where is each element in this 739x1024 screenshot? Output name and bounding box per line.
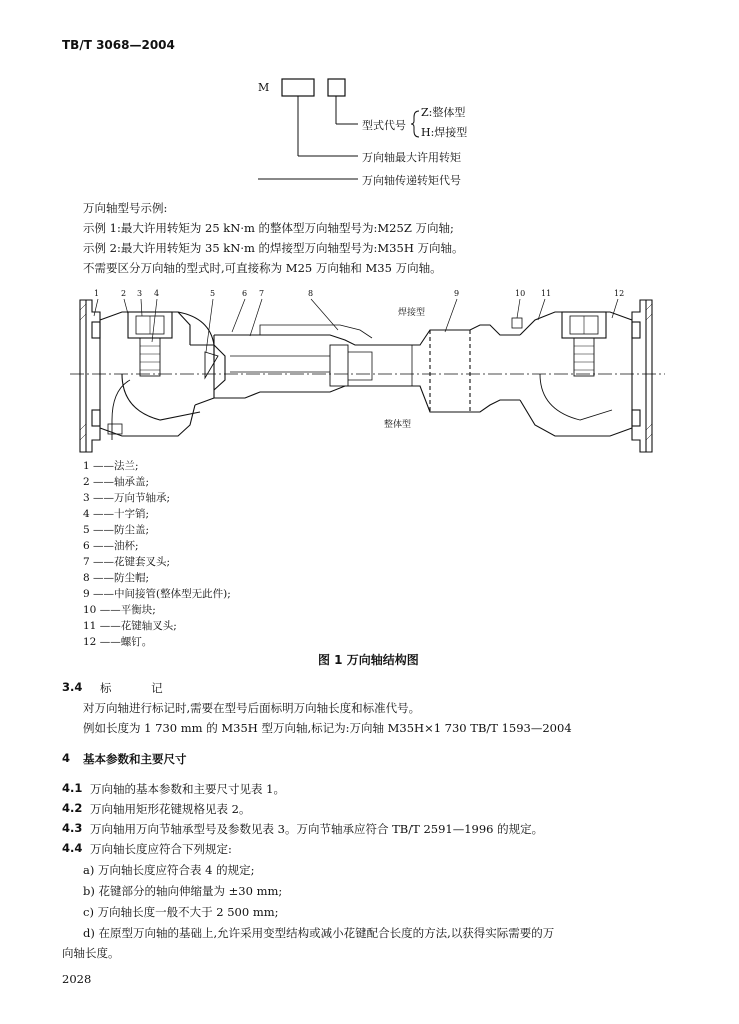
item-number: 4.1 [62, 781, 83, 795]
examples-heading: 万向轴型号示例: [83, 201, 168, 215]
legend-item: 4 ——十字销; [83, 508, 150, 520]
section-3-4-para-2: 例如长度为 1 730 mm 的 M35H 型万向轴,标记为:万向轴 M35H×1 730 TB/T 1593—2004 [83, 721, 572, 735]
callout-3: 3 [137, 289, 143, 298]
standard-code-header: TB/T 3068—2004 [62, 38, 175, 52]
callout-6: 6 [242, 289, 248, 298]
item-number: 4.4 [62, 841, 83, 855]
transmit-torque-label: 万向轴传递转矩代号 [362, 174, 461, 187]
item-text: 万向轴长度应符合下列规定: [90, 842, 232, 856]
integral-type-label: 整体型 [384, 420, 412, 430]
sub-item-d: d) 在原型万向轴的基础上,允许采用变型结构或减小花键配合长度的方法,以获得实际需要的万 [83, 926, 555, 940]
model-prefix: M [258, 81, 270, 94]
model-code-box-2 [328, 79, 345, 96]
model-code-box-1 [282, 79, 314, 96]
legend-item: 8 ——防尘帽; [83, 572, 150, 584]
callout-9: 9 [454, 289, 460, 298]
section-4-number: 4 [62, 751, 71, 765]
type-z-option: Z:整体型 [421, 106, 466, 119]
section-3-4-title: 标 记 [100, 681, 181, 695]
legend-item: 2 ——轴承盖; [83, 476, 150, 488]
legend-item: 10 ——平衡块; [83, 604, 156, 616]
callout-1: 1 [94, 289, 100, 298]
legend-item: 7 ——花键套叉头; [83, 556, 171, 568]
sub-item-b: b) 花键部分的轴向伸缩量为 ±30 mm; [83, 884, 283, 898]
callout-2: 2 [121, 289, 127, 298]
item-number: 4.3 [62, 821, 83, 835]
callout-11: 11 [541, 289, 552, 298]
legend-item: 5 ——防尘盖; [83, 524, 150, 536]
section-3-4-para-1: 对万向轴进行标记时,需要在型号后面标明万向轴长度和标准代号。 [83, 701, 421, 715]
sub-item-c: c) 万向轴长度一般不大于 2 500 mm; [83, 905, 279, 919]
universal-shaft-drawing [70, 300, 665, 452]
callout-12: 12 [614, 289, 625, 298]
section-3-4-number: 3.4 [62, 680, 83, 694]
page-number: 2028 [62, 972, 92, 986]
type-code-label: 型式代号 [362, 119, 406, 132]
item-text: 万向轴用矩形花键规格见表 2。 [90, 802, 251, 816]
callout-10: 10 [515, 289, 526, 298]
figure-caption: 图 1 万向轴结构图 [318, 653, 419, 667]
callout-7: 7 [259, 289, 265, 298]
callout-leaders [94, 299, 618, 352]
welded-type-label: 焊接型 [398, 308, 426, 318]
callout-8: 8 [308, 289, 314, 298]
legend-item: 12 ——螺钉。 [83, 636, 153, 648]
legend-item: 3 ——万向节轴承; [83, 492, 171, 504]
example-2: 示例 2:最大许用转矩为 35 kN·m 的焊接型万向轴型号为:M35H 万向轴。 [83, 241, 464, 255]
max-torque-label: 万向轴最大许用转矩 [362, 151, 461, 164]
section-4-title: 基本参数和主要尺寸 [83, 752, 187, 766]
examples-note: 不需要区分万向轴的型式时,可直接称为 M25 万向轴和 M35 万向轴。 [83, 261, 442, 275]
item-text: 万向轴用万向节轴承型号及参数见表 3。万向节轴承应符合 TB/T 2591—1996 的规定。 [90, 822, 544, 836]
legend-item: 9 ——中间接管(整体型无此件); [83, 588, 231, 600]
sub-item-d-continued: 向轴长度。 [62, 946, 120, 960]
type-h-option: H:焊接型 [421, 126, 468, 139]
item-number: 4.2 [62, 801, 83, 815]
sub-item-a: a) 万向轴长度应符合表 4 的规定; [83, 863, 255, 877]
legend-item: 11 ——花键轴叉头; [83, 620, 177, 632]
callout-4: 4 [154, 289, 160, 298]
legend-item: 1 ——法兰; [83, 460, 139, 472]
item-text: 万向轴的基本参数和主要尺寸见表 1。 [90, 782, 285, 796]
legend-item: 6 ——油杯; [83, 540, 139, 552]
example-1: 示例 1:最大许用转矩为 25 kN·m 的整体型万向轴型号为:M25Z 万向轴; [83, 221, 454, 235]
callout-5: 5 [210, 289, 216, 298]
